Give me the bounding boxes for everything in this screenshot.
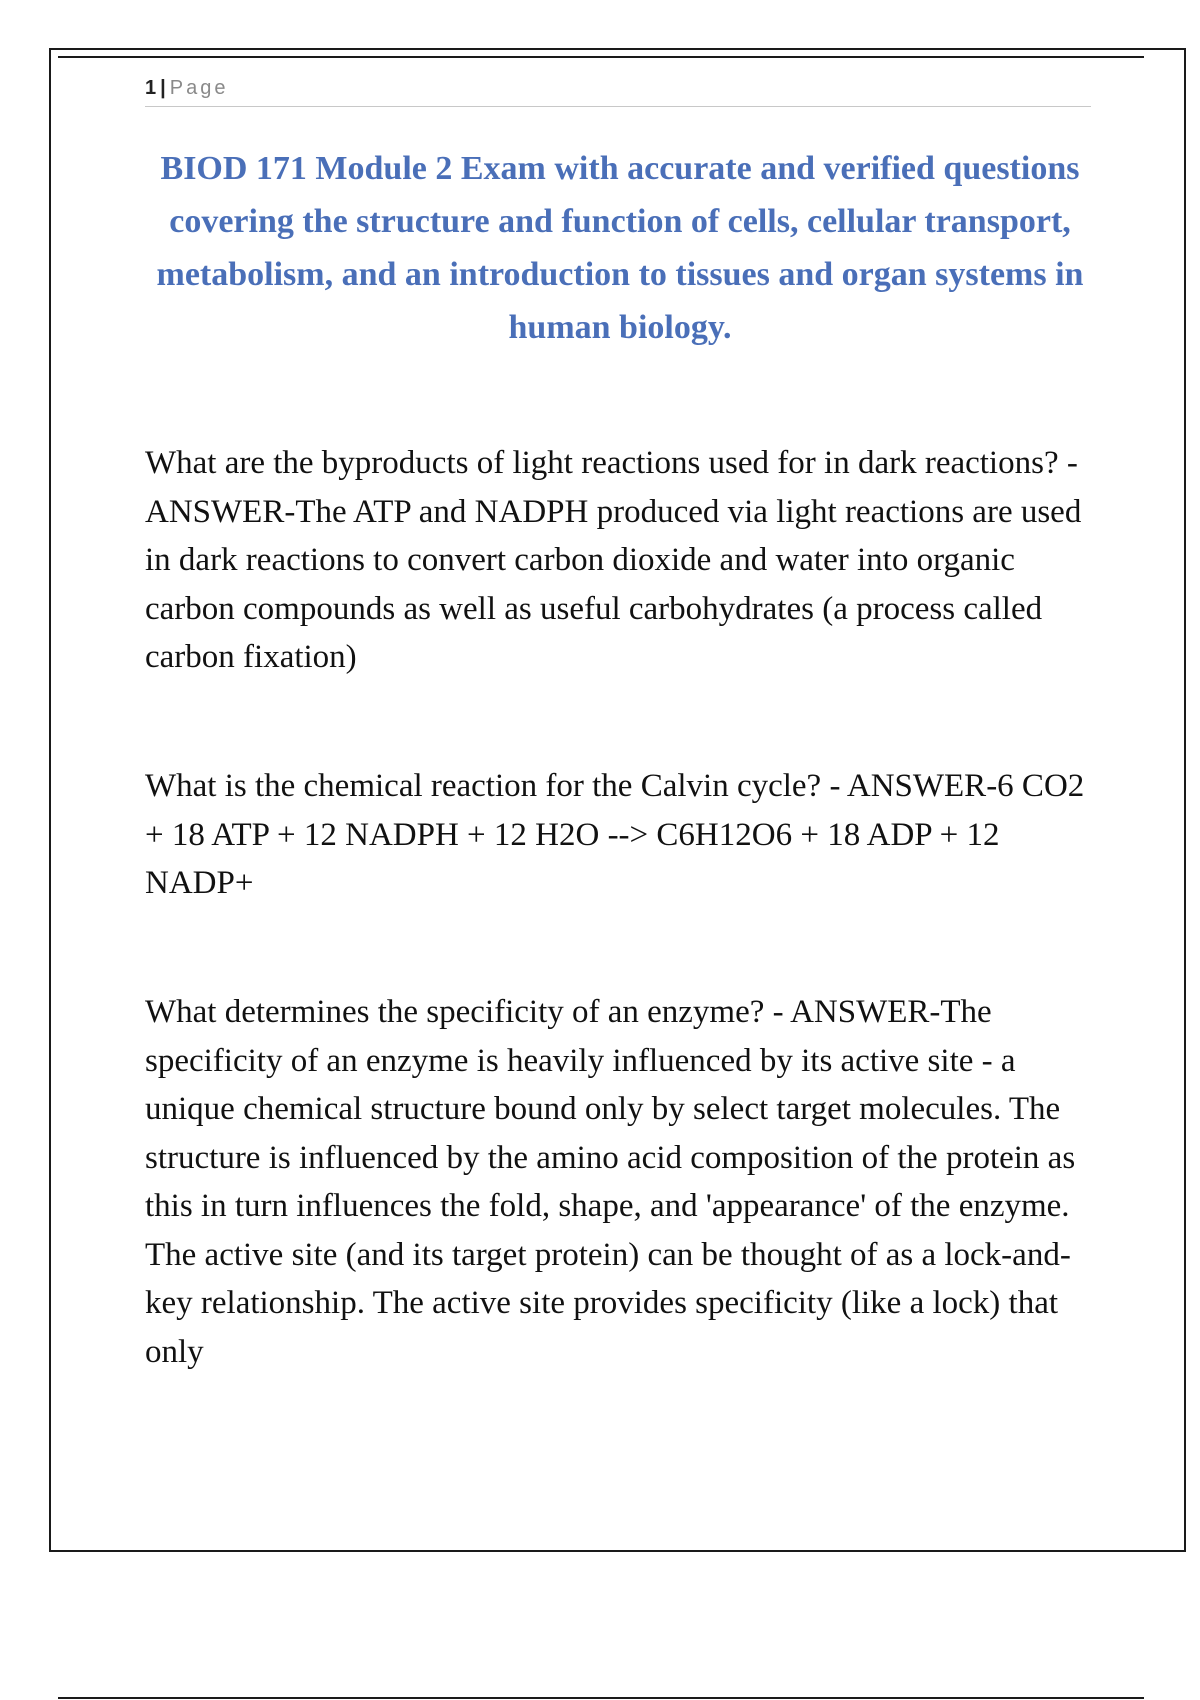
page-number: 1	[145, 77, 157, 99]
qa-item-calvin-cycle: What is the chemical reaction for the Calvin cycle? - ANSWER-6 CO2 + 18 ATP + 12 NADPH + 12 H2O --> C6H12O6 + 18 ADP + 12 NADP+	[145, 768, 1085, 901]
qa-item-enzyme-specificity: What determines the specificity of an enzyme? - ANSWER-The specificity of an enzyme is heavily influenced by its active site - a unique chemical structure bound only by select target molecules. The structure is influenced by the amino acid composition of the protein as this in turn influences the fold, shape, and 'appearance' of the enzyme. The active site (and its target protein) can be thought of as a lock-and-key relationship. The active site provides specificity (like a lock) that only	[145, 994, 1076, 1370]
top-rule	[58, 56, 1144, 58]
bottom-rule	[58, 1697, 1144, 1699]
document-title: BIOD 171 Module 2 Exam with accurate and verified questions covering the structure and function of cells, cellular transport, metabolism, and an introduction to tissues and organ systems in human biology.	[156, 150, 1084, 346]
page-separator: |	[160, 77, 166, 99]
qa-item-light-reactions: What are the byproducts of light reactions used for in dark reactions? - ANSWER-The ATP and NADPH produced via light reactions are used in dark reactions to convert carbon dioxide and water into organic carbon compounds as well as useful carbohydrates (a process called carbon fixation)	[145, 445, 1082, 675]
page-header	[145, 74, 1091, 107]
page-label: Page	[169, 77, 229, 99]
